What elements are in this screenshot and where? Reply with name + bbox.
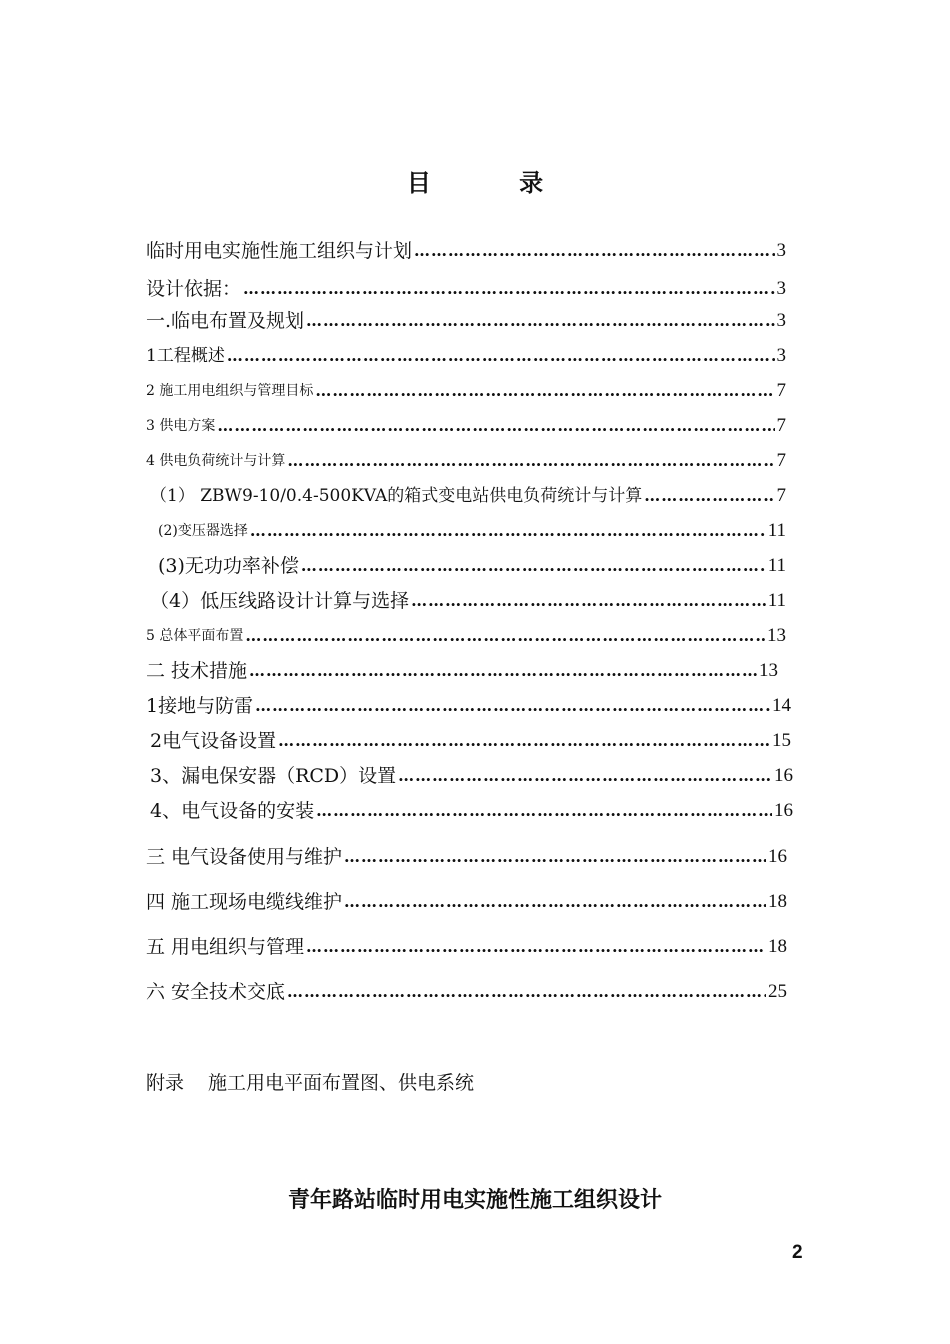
- toc-entry-page: 18: [768, 936, 787, 957]
- appendix-line: [146, 1068, 474, 1095]
- toc-entry-page: 11: [767, 590, 786, 611]
- toc-entry-label: 1工程概述: [146, 346, 225, 366]
- toc-leader-dots: [287, 448, 774, 474]
- toc-leader-dots: [245, 623, 765, 649]
- toc-entry[interactable]: [158, 516, 786, 544]
- appendix-label: 附录: [146, 1072, 185, 1094]
- toc-leader-dots: [398, 763, 772, 789]
- toc-leader-dots: [316, 798, 772, 824]
- toc-entry[interactable]: [150, 761, 793, 789]
- toc-entry-page: 16: [774, 800, 793, 821]
- toc-entry[interactable]: [146, 411, 786, 439]
- toc-entry-page: 3: [776, 240, 786, 261]
- toc-leader-dots: [315, 378, 774, 404]
- toc-entry[interactable]: [146, 341, 786, 369]
- toc-entry[interactable]: [146, 691, 791, 719]
- toc-leader-dots: [301, 553, 766, 579]
- toc-leader-dots: [344, 889, 766, 915]
- toc-entry[interactable]: [150, 586, 786, 614]
- toc-entry-label: （1） ZBW9-10/0.4-500KVA的箱式变电站供电负荷统计与计算: [150, 486, 643, 506]
- appendix-text: 施工用电平面布置图、供电系统: [208, 1072, 475, 1094]
- document-heading: 青年路站临时用电实施性施工组织设计: [287, 1188, 662, 1213]
- toc-entry-label: 设计依据：: [146, 278, 242, 300]
- toc-entry-page: 3: [776, 278, 786, 299]
- toc-entry[interactable]: [146, 977, 787, 1005]
- toc-entry-page: 7: [776, 485, 786, 506]
- toc-leader-dots: [344, 844, 766, 870]
- toc-entry-page: 14: [772, 695, 791, 716]
- toc-entry-page: 7: [776, 380, 786, 401]
- toc-title: 目 录: [406, 169, 584, 197]
- toc-leader-dots: [644, 483, 774, 509]
- toc-entry-label: (2)变压器选择: [158, 523, 248, 539]
- toc-entry[interactable]: [158, 551, 786, 579]
- toc-entry-label: （4）低压线路设计计算与选择: [150, 590, 410, 612]
- toc-entry[interactable]: [146, 887, 787, 915]
- toc-leader-dots: [249, 658, 757, 684]
- toc-leader-dots: [411, 588, 766, 614]
- toc-entry[interactable]: [146, 306, 786, 334]
- toc-entry[interactable]: [150, 726, 791, 754]
- toc-leader-dots: [414, 238, 774, 264]
- toc-leader-dots: [306, 934, 766, 960]
- toc-entry[interactable]: [146, 446, 786, 474]
- toc-leader-dots: [227, 343, 775, 369]
- toc-leader-dots: [278, 728, 770, 754]
- toc-entry-page: 15: [772, 730, 791, 751]
- toc-entry-label: 二 技术措施: [146, 660, 248, 682]
- page-number: 2: [792, 1242, 803, 1263]
- toc-entry-page: 13: [759, 660, 778, 681]
- toc-entry[interactable]: [146, 932, 787, 960]
- toc-entry-page: 11: [767, 520, 786, 541]
- toc-entry[interactable]: [146, 621, 786, 649]
- toc-entry-label: 六 安全技术交底: [146, 981, 286, 1003]
- toc-leader-dots: [217, 413, 774, 439]
- toc-entry-page: 7: [776, 450, 786, 471]
- toc-entry-page: 18: [768, 891, 787, 912]
- toc-entry-page: 3: [776, 345, 786, 366]
- toc-entry-label: 4、电气设备的安装: [150, 800, 315, 822]
- toc-leader-dots: [250, 518, 766, 544]
- toc-leader-dots: [287, 979, 766, 1005]
- toc-leader-dots: [255, 693, 770, 719]
- toc-entry-label: 五 用电组织与管理: [146, 936, 305, 958]
- toc-entry-page: 16: [768, 846, 787, 867]
- toc-entry-label: 临时用电实施性施工组织与计划: [146, 240, 413, 262]
- toc-entry-page: 16: [774, 765, 793, 786]
- toc-entry-label: 一.临电布置及规划: [146, 310, 305, 332]
- toc-entry-page: 11: [767, 555, 786, 576]
- toc-entry-page: 25: [768, 981, 787, 1002]
- toc-entry[interactable]: [146, 656, 778, 684]
- toc-entry-label: 5 总体平面布置: [146, 628, 244, 644]
- toc-entry-page: 3: [776, 310, 786, 331]
- toc-leader-dots: [306, 308, 774, 334]
- toc-entry-label: 四 施工现场电缆线维护: [146, 891, 343, 913]
- toc-entry[interactable]: [150, 796, 793, 824]
- toc-entry-label: (3)无功功率补偿: [158, 555, 299, 577]
- toc-entry[interactable]: [146, 274, 786, 302]
- toc-entry[interactable]: [146, 842, 787, 870]
- toc-entry[interactable]: [146, 376, 786, 404]
- toc-entry-label: 4 供电负荷统计与计算: [146, 453, 286, 469]
- toc-leader-dots: [243, 276, 774, 302]
- toc-entry-label: 1接地与防雷: [146, 695, 254, 717]
- toc-entry[interactable]: [146, 236, 786, 264]
- toc-entry-label: 2电气设备设置: [150, 730, 277, 752]
- toc-entry-label: 3 供电方案: [146, 418, 216, 434]
- toc-entry-label: 3、漏电保安器（RCD）设置: [150, 765, 397, 787]
- toc-entry[interactable]: [150, 481, 786, 509]
- toc-entry-label: 三 电气设备使用与维护: [146, 846, 343, 868]
- toc-entry-page: 13: [767, 625, 786, 646]
- toc-entry-page: 7: [776, 415, 786, 436]
- toc-entry-label: 2 施工用电组织与管理目标: [146, 383, 314, 399]
